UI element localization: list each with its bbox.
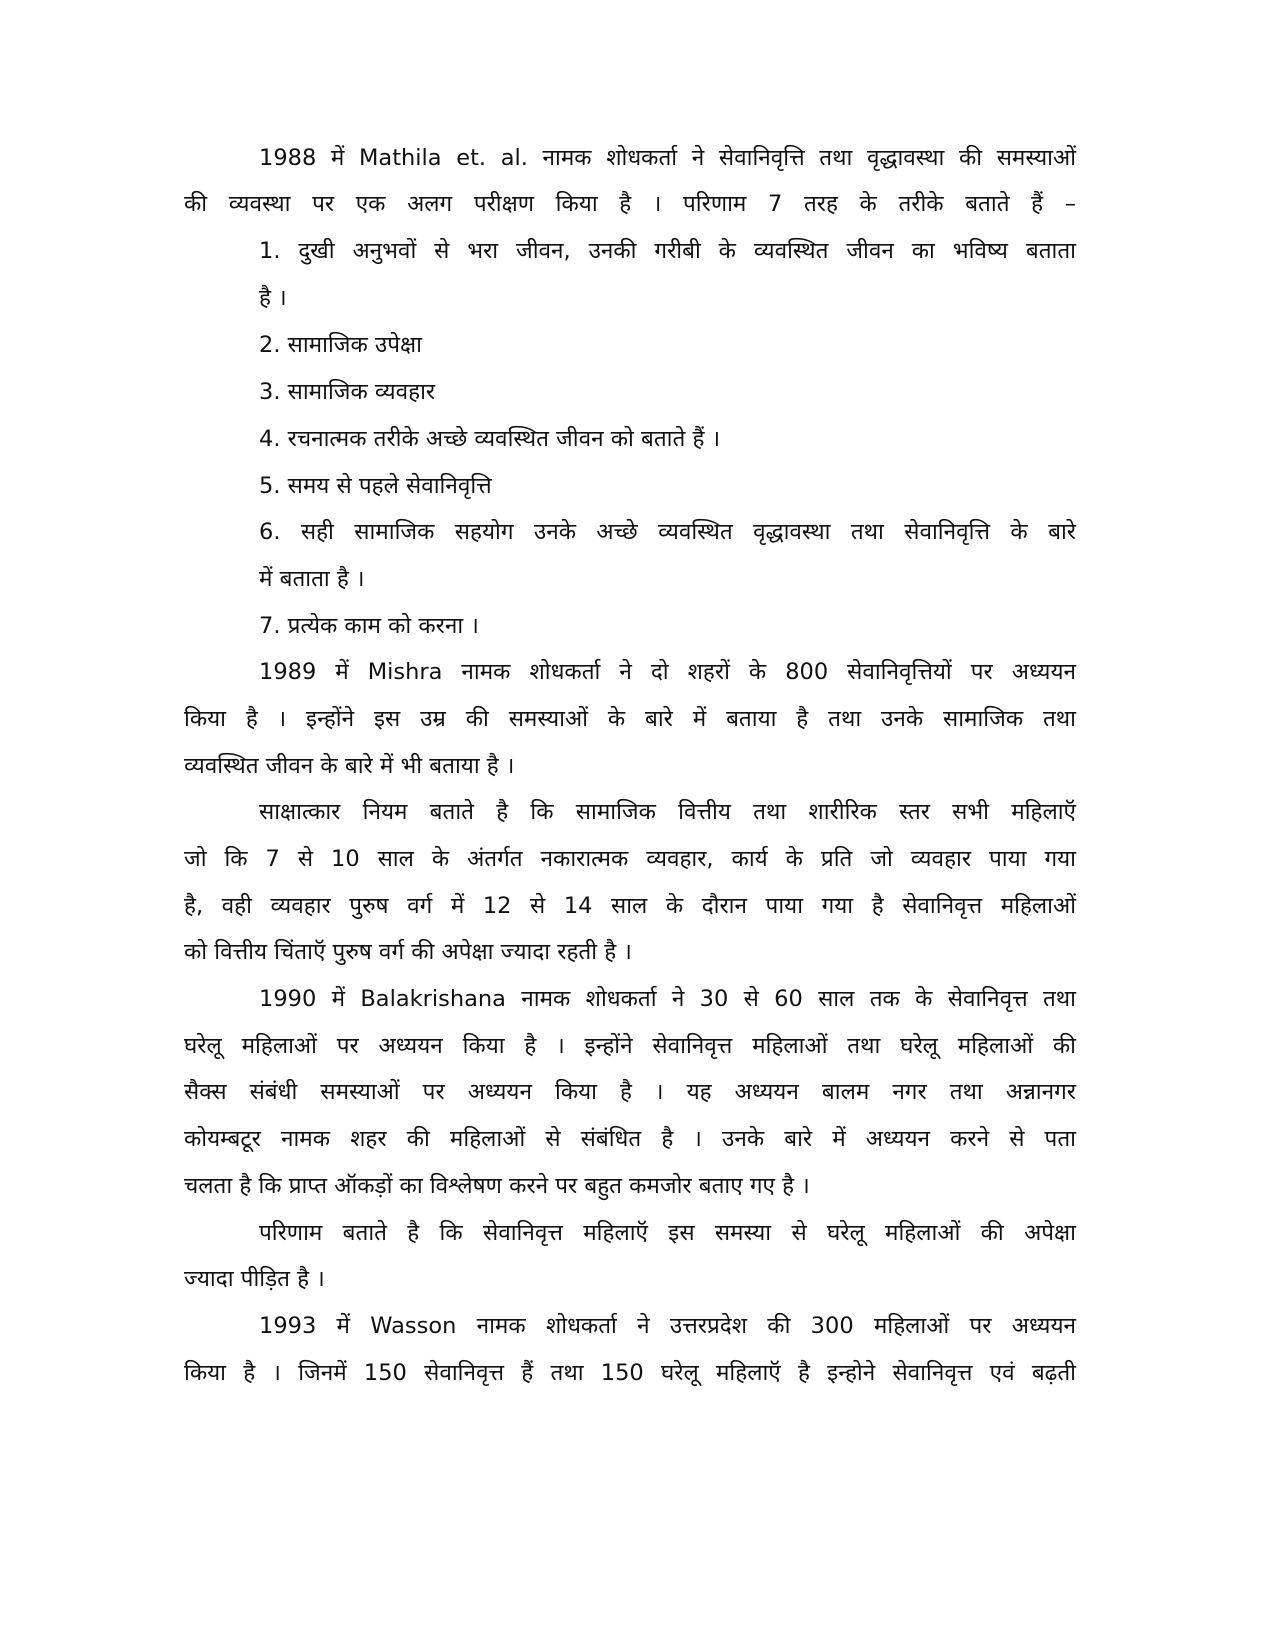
text-line: 1988 में Mathila et. al. नामक शोधकर्ता ने सेवानिवृत्ति तथा वृद्धावस्था की समस्याओं <box>259 145 1076 171</box>
list-item: 7. प्रत्येक काम को करना । <box>259 613 479 639</box>
text-line: परिणाम बताते है कि सेवानिवृत्त महिलाऍ इस समस्या से घरेलू महिलाओं की अपेक्षा <box>259 1220 1076 1246</box>
text-line: को वित्तीय चिंताऍ पुरुष वर्ग की अपेक्षा ज्यादा रहती है । <box>184 939 632 965</box>
list-item: 2. सामाजिक उपेक्षा <box>259 332 422 358</box>
list-item: 5. समय से पहले सेवानिवृत्ति <box>259 473 492 499</box>
text-line: है, वही व्यवहार पुरुष वर्ग में 12 से 14 साल के दौरान पाया गया है सेवानिवृत्त महिलाओं <box>184 893 1076 919</box>
text-line: साक्षात्कार नियम बताते है कि सामाजिक वित्तीय तथा शारीरिक स्तर सभी महिलाऍ <box>259 799 1076 825</box>
text-line: चलता है कि प्राप्त ऑकड़ों का विश्लेषण करने पर बहुत कमजोर बताए गए है । <box>184 1173 810 1199</box>
text-line: ज्यादा पीड़ित है । <box>184 1266 325 1292</box>
text-line: किया है । इन्होंने इस उम्र की समस्याओं के बारे में बताया है तथा उनके सामाजिक तथा <box>184 706 1076 732</box>
text-line: की व्यवस्था पर एक अलग परीक्षण किया है । परिणाम 7 तरह के तरीके बताते हैं – <box>184 191 1076 217</box>
text-line: 1990 में Balakrishana नामक शोधकर्ता ने 30 से 60 साल तक के सेवानिवृत्त तथा <box>259 986 1076 1012</box>
text-line: 1993 में Wasson नामक शोधकर्ता ने उत्तरप्रदेश की 300 महिलाओं पर अध्ययन <box>259 1313 1076 1339</box>
text-line: किया है । जिनमें 150 सेवानिवृत्त हैं तथा 150 घरेलू महिलाऍ है इन्होने सेवानिवृत्त एवं बढ़ती <box>184 1360 1076 1386</box>
text-line: व्यवस्थित जीवन के बारे में भी बताया है । <box>184 753 515 779</box>
list-item: 1. दुखी अनुभवों से भरा जीवन, उनकी गरीबी के व्यवस्थित जीवन का भविष्य बताता <box>259 238 1076 264</box>
list-item: 3. सामाजिक व्यवहार <box>259 379 436 405</box>
list-item: 4. रचनात्मक तरीके अच्छे व्यवस्थित जीवन को बताते हैं । <box>259 426 721 452</box>
text-line: कोयम्बटूर नामक शहर की महिलाओं से संबंधित है । उनके बारे में अध्ययन करने से पता <box>184 1126 1076 1152</box>
list-item: 6. सही सामाजिक सहयोग उनके अच्छे व्यवस्थित वृद्धावस्था तथा सेवानिवृत्ति के बारे <box>259 519 1076 545</box>
list-item-continuation: में बताता है । <box>259 566 365 592</box>
text-line: जो कि 7 से 10 साल के अंतर्गत नकारात्मक व्यवहार, कार्य के प्रति जो व्यवहार पाया गया <box>184 846 1076 872</box>
text-line: सैक्स संबंधी समस्याओं पर अध्ययन किया है । यह अध्ययन बालम नगर तथा अन्नानगर <box>184 1079 1076 1105</box>
text-line: 1989 में Mishra नामक शोधकर्ता ने दो शहरों के 800 सेवानिवृत्तियों पर अध्ययन <box>259 659 1076 685</box>
list-item-continuation: है । <box>259 285 287 311</box>
text-line: घरेलू महिलाओं पर अध्ययन किया है । इन्होंने सेवानिवृत्त महिलाओं तथा घरेलू महिलाओं की <box>184 1033 1076 1059</box>
